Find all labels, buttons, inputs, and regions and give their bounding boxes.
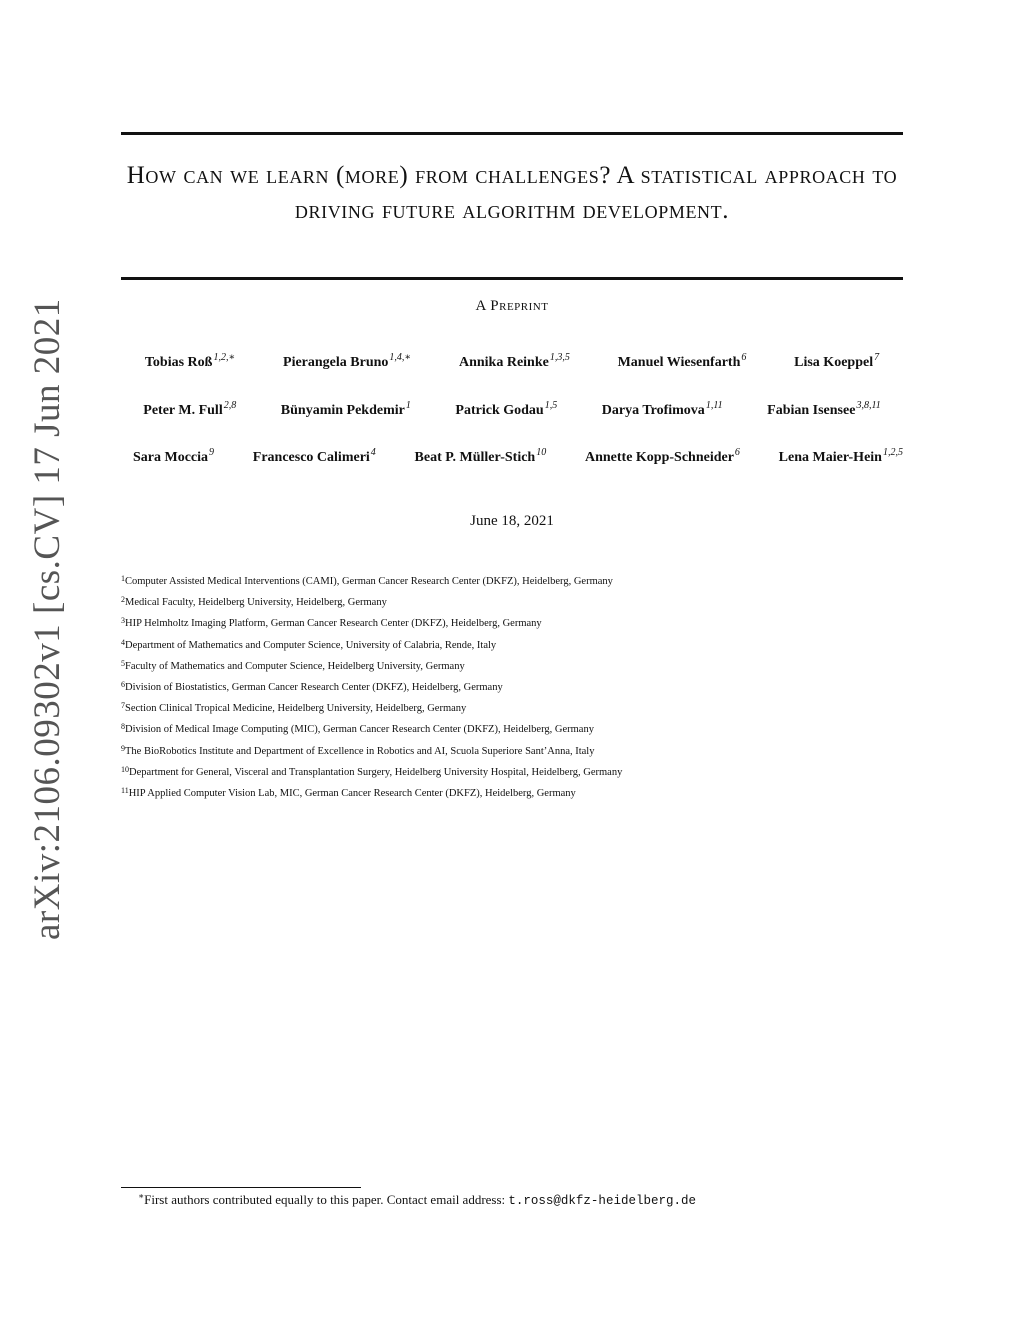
author: Darya Trofimova$^{1,11}$	[601, 400, 723, 418]
author: Peter M. Full$^{2,8}$	[143, 400, 237, 418]
affiliation-item: $^{10}$Department for General, Visceral and Transplantation Surgery, Heidelberg University Hospital, Heidelberg, Germany	[121, 764, 623, 778]
author: Bünyamin Pekdemir$^1$	[280, 400, 411, 418]
arxiv-sidebar-stamp: arXiv:2106.09302v1 [cs.CV] 17 Jun 2021	[27, 298, 68, 940]
author: Pierangela Bruno$^{1,4,∗}$	[283, 352, 412, 370]
paper-title: How can we learn (more) from challenges? A statistical approach to driving future algorithm development.	[126, 162, 898, 224]
author: Manuel Wiesenfarth$^6$	[617, 352, 747, 370]
footnote-text: First authors contributed equally to this paper. Contact email address:	[144, 1192, 509, 1207]
publication-date: June 18, 2021	[470, 513, 554, 529]
author-row-3	[121, 447, 903, 466]
affiliation-item: $^7$Section Clinical Tropical Medicine, Heidelberg University, Heidelberg, Germany	[121, 701, 467, 715]
affiliation-list	[121, 570, 903, 803]
affiliation-item: $^2$Medical Faculty, Heidelberg University, Heidelberg, Germany	[121, 595, 387, 609]
author: Patrick Godau$^{1,5}$	[455, 400, 558, 418]
footnote-mark: ∗	[138, 1191, 145, 1201]
author: Lisa Koeppel$^7$	[794, 352, 880, 370]
author: Annika Reinke$^{1,3,5}$	[458, 352, 570, 370]
contact-email: t.ross@dkfz-heidelberg.de	[508, 1194, 696, 1208]
affiliation-item: $^{11}$HIP Applied Computer Vision Lab, MIC, German Cancer Research Center (DKFZ), Heidelberg, Germany	[121, 786, 576, 800]
author: Beat P. Müller-Stich$^{10}$	[414, 447, 547, 465]
author: Fabian Isensee$^{3,8,11}$	[767, 400, 881, 418]
affiliation-item: $^1$Computer Assisted Medical Interventions (CAMI), German Cancer Research Center (DKFZ), Heidelberg, Germany	[121, 574, 613, 587]
affiliation-item: $^9$The BioRobotics Institute and Department of Excellence in Robotics and AI, Scuola Superiore Sant’Anna, Italy	[121, 743, 595, 757]
affiliation-item: $^8$Division of Medical Image Computing (MIC), German Cancer Research Center (DKFZ), Heidelberg, Germany	[121, 722, 594, 736]
affiliation-item: $^4$Department of Mathematics and Computer Science, University of Calabria, Rende, Italy	[121, 637, 497, 651]
title-bottom-rule	[121, 277, 903, 280]
author: Annette Kopp-Schneider$^6$	[584, 447, 740, 465]
footnote-rule	[121, 1187, 361, 1188]
author: Francesco Calimeri$^4$	[252, 447, 376, 465]
affiliation-item: $^5$Faculty of Mathematics and Computer Science, Heidelberg University, Germany	[121, 658, 465, 672]
author: Lena Maier-Hein$^{1,2,5}$	[778, 447, 903, 465]
affiliation-item: $^6$Division of Biostatistics, German Cancer Research Center (DKFZ), Heidelberg, Germany	[121, 680, 503, 694]
footnote	[138, 1191, 696, 1208]
title-top-rule	[121, 132, 903, 135]
author: Sara Moccia$^9$	[133, 447, 215, 465]
affiliation-item: $^3$HIP Helmholtz Imaging Platform, German Cancer Research Center (DKFZ), Heidelberg, Germany	[121, 616, 542, 630]
preprint-label: A Preprint	[475, 298, 549, 314]
author: Tobias Roß$^{1,2,∗}$	[144, 352, 236, 370]
author-row-1	[121, 352, 903, 371]
author-row-2	[121, 400, 903, 419]
